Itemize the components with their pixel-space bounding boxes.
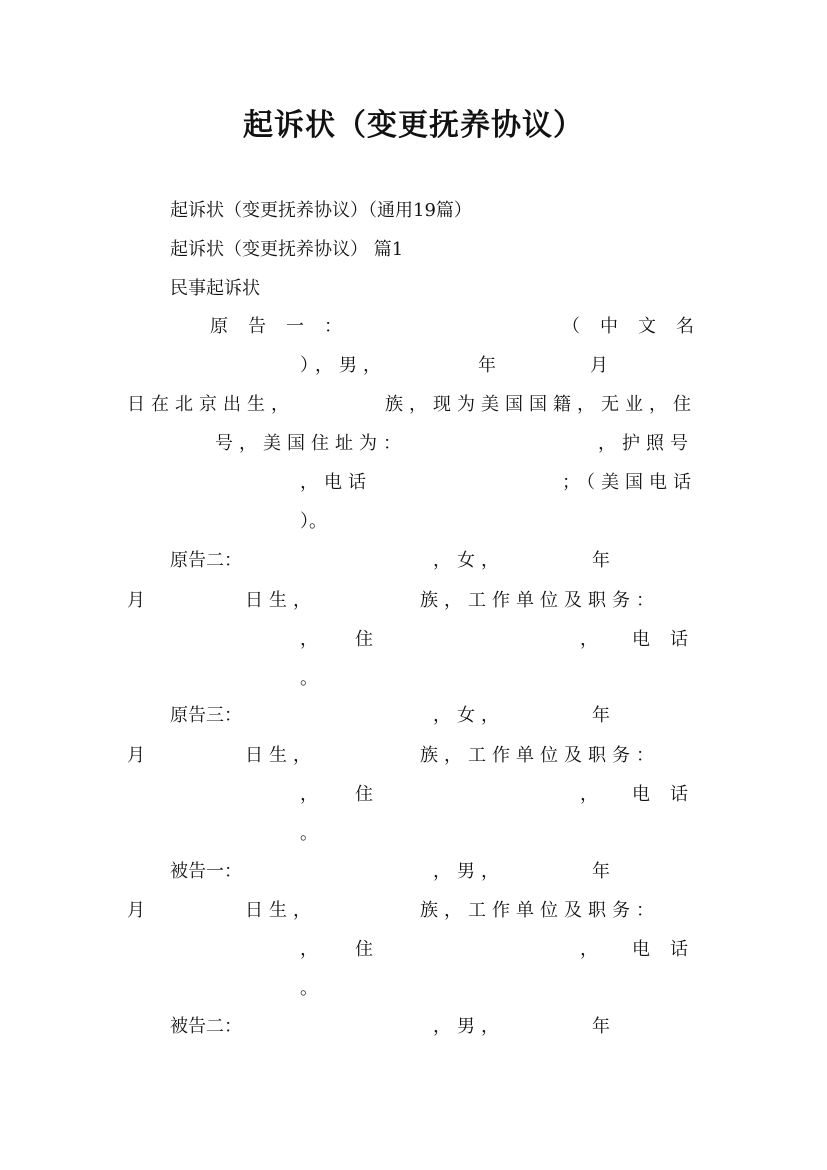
plaintiff1-month-label: 月: [590, 355, 608, 376]
defendant2-label: 被告二：: [170, 1016, 242, 1037]
plaintiff3-label: 原告三：: [170, 705, 242, 726]
plaintiff2-month-label: 月: [127, 590, 145, 611]
plaintiff3-end: 。: [300, 823, 318, 844]
plaintiff2-year-label: 年: [592, 550, 610, 571]
plaintiff3-born: 日生，: [245, 745, 317, 766]
plaintiff1-gender: ），男，: [300, 355, 387, 376]
plaintiff1-birthplace: 日在北京出生，: [127, 394, 295, 415]
plaintiff3-year-label: 年: [592, 705, 610, 726]
defendant1-month-label: 月: [127, 900, 145, 921]
defendant1-year-label: 年: [592, 861, 610, 882]
plaintiff1-label: 原告一：: [210, 316, 362, 337]
plaintiff3-month-label: 月: [127, 745, 145, 766]
defendant2-year-label: 年: [592, 1016, 610, 1037]
plaintiff1-nationality: 族，现为美国国籍，无业，住: [385, 394, 697, 415]
plaintiff2-comma: ，: [300, 629, 318, 650]
defendant1-born: 日生，: [245, 900, 317, 921]
subtitle: 起诉状（变更抚养协议）（通用19篇）: [170, 200, 472, 221]
defendant1-phone-comma: ，: [580, 939, 598, 960]
plaintiff2-end: 。: [300, 668, 318, 689]
plaintiff3-gender: ，女，: [433, 705, 505, 726]
plaintiff3-phone-comma: ，: [580, 784, 598, 805]
plaintiff1-passport-label: ，护照号: [598, 433, 694, 454]
defendant1-end: 。: [300, 978, 318, 999]
document-title: 起诉状（变更抚养协议）: [243, 108, 584, 143]
plaintiff1-us-phone-label: ；（美国电话: [562, 472, 697, 493]
plaintiff1-phone-label: ，电话: [300, 472, 372, 493]
defendant1-gender: ，男，: [433, 861, 505, 882]
plaintiff2-gender: ，女，: [433, 550, 505, 571]
plaintiff1-us-address-label: 号，美国住址为：: [215, 433, 407, 454]
plaintiff1-close: ）。: [300, 511, 327, 532]
plaintiff2-ethnic-job: 族，工作单位及职务：: [420, 590, 660, 611]
plaintiff3-comma: ，: [300, 784, 318, 805]
plaintiff1-year-label: 年: [478, 355, 496, 376]
plaintiff2-born: 日生，: [245, 590, 317, 611]
defendant1-phone-label: 电话: [632, 939, 708, 960]
plaintiff2-address-label: 住: [355, 629, 373, 650]
section-heading: 起诉状（变更抚养协议） 篇1: [170, 239, 404, 260]
plaintiff2-phone-comma: ，: [580, 629, 598, 650]
defendant1-comma: ，: [300, 939, 318, 960]
plaintiff3-phone-label: 电话: [632, 784, 708, 805]
defendant1-address-label: 住: [355, 939, 373, 960]
defendant2-gender: ，男，: [433, 1016, 505, 1037]
plaintiff3-ethnic-job: 族，工作单位及职务：: [420, 745, 660, 766]
document-type: 民事起诉状: [170, 278, 260, 299]
plaintiff1-chinese-name-label: （中文名: [562, 316, 714, 337]
plaintiff2-phone-label: 电话: [632, 629, 708, 650]
defendant1-label: 被告一：: [170, 861, 242, 882]
defendant1-ethnic-job: 族，工作单位及职务：: [420, 900, 660, 921]
plaintiff2-label: 原告二：: [170, 550, 242, 571]
plaintiff3-address-label: 住: [355, 784, 373, 805]
